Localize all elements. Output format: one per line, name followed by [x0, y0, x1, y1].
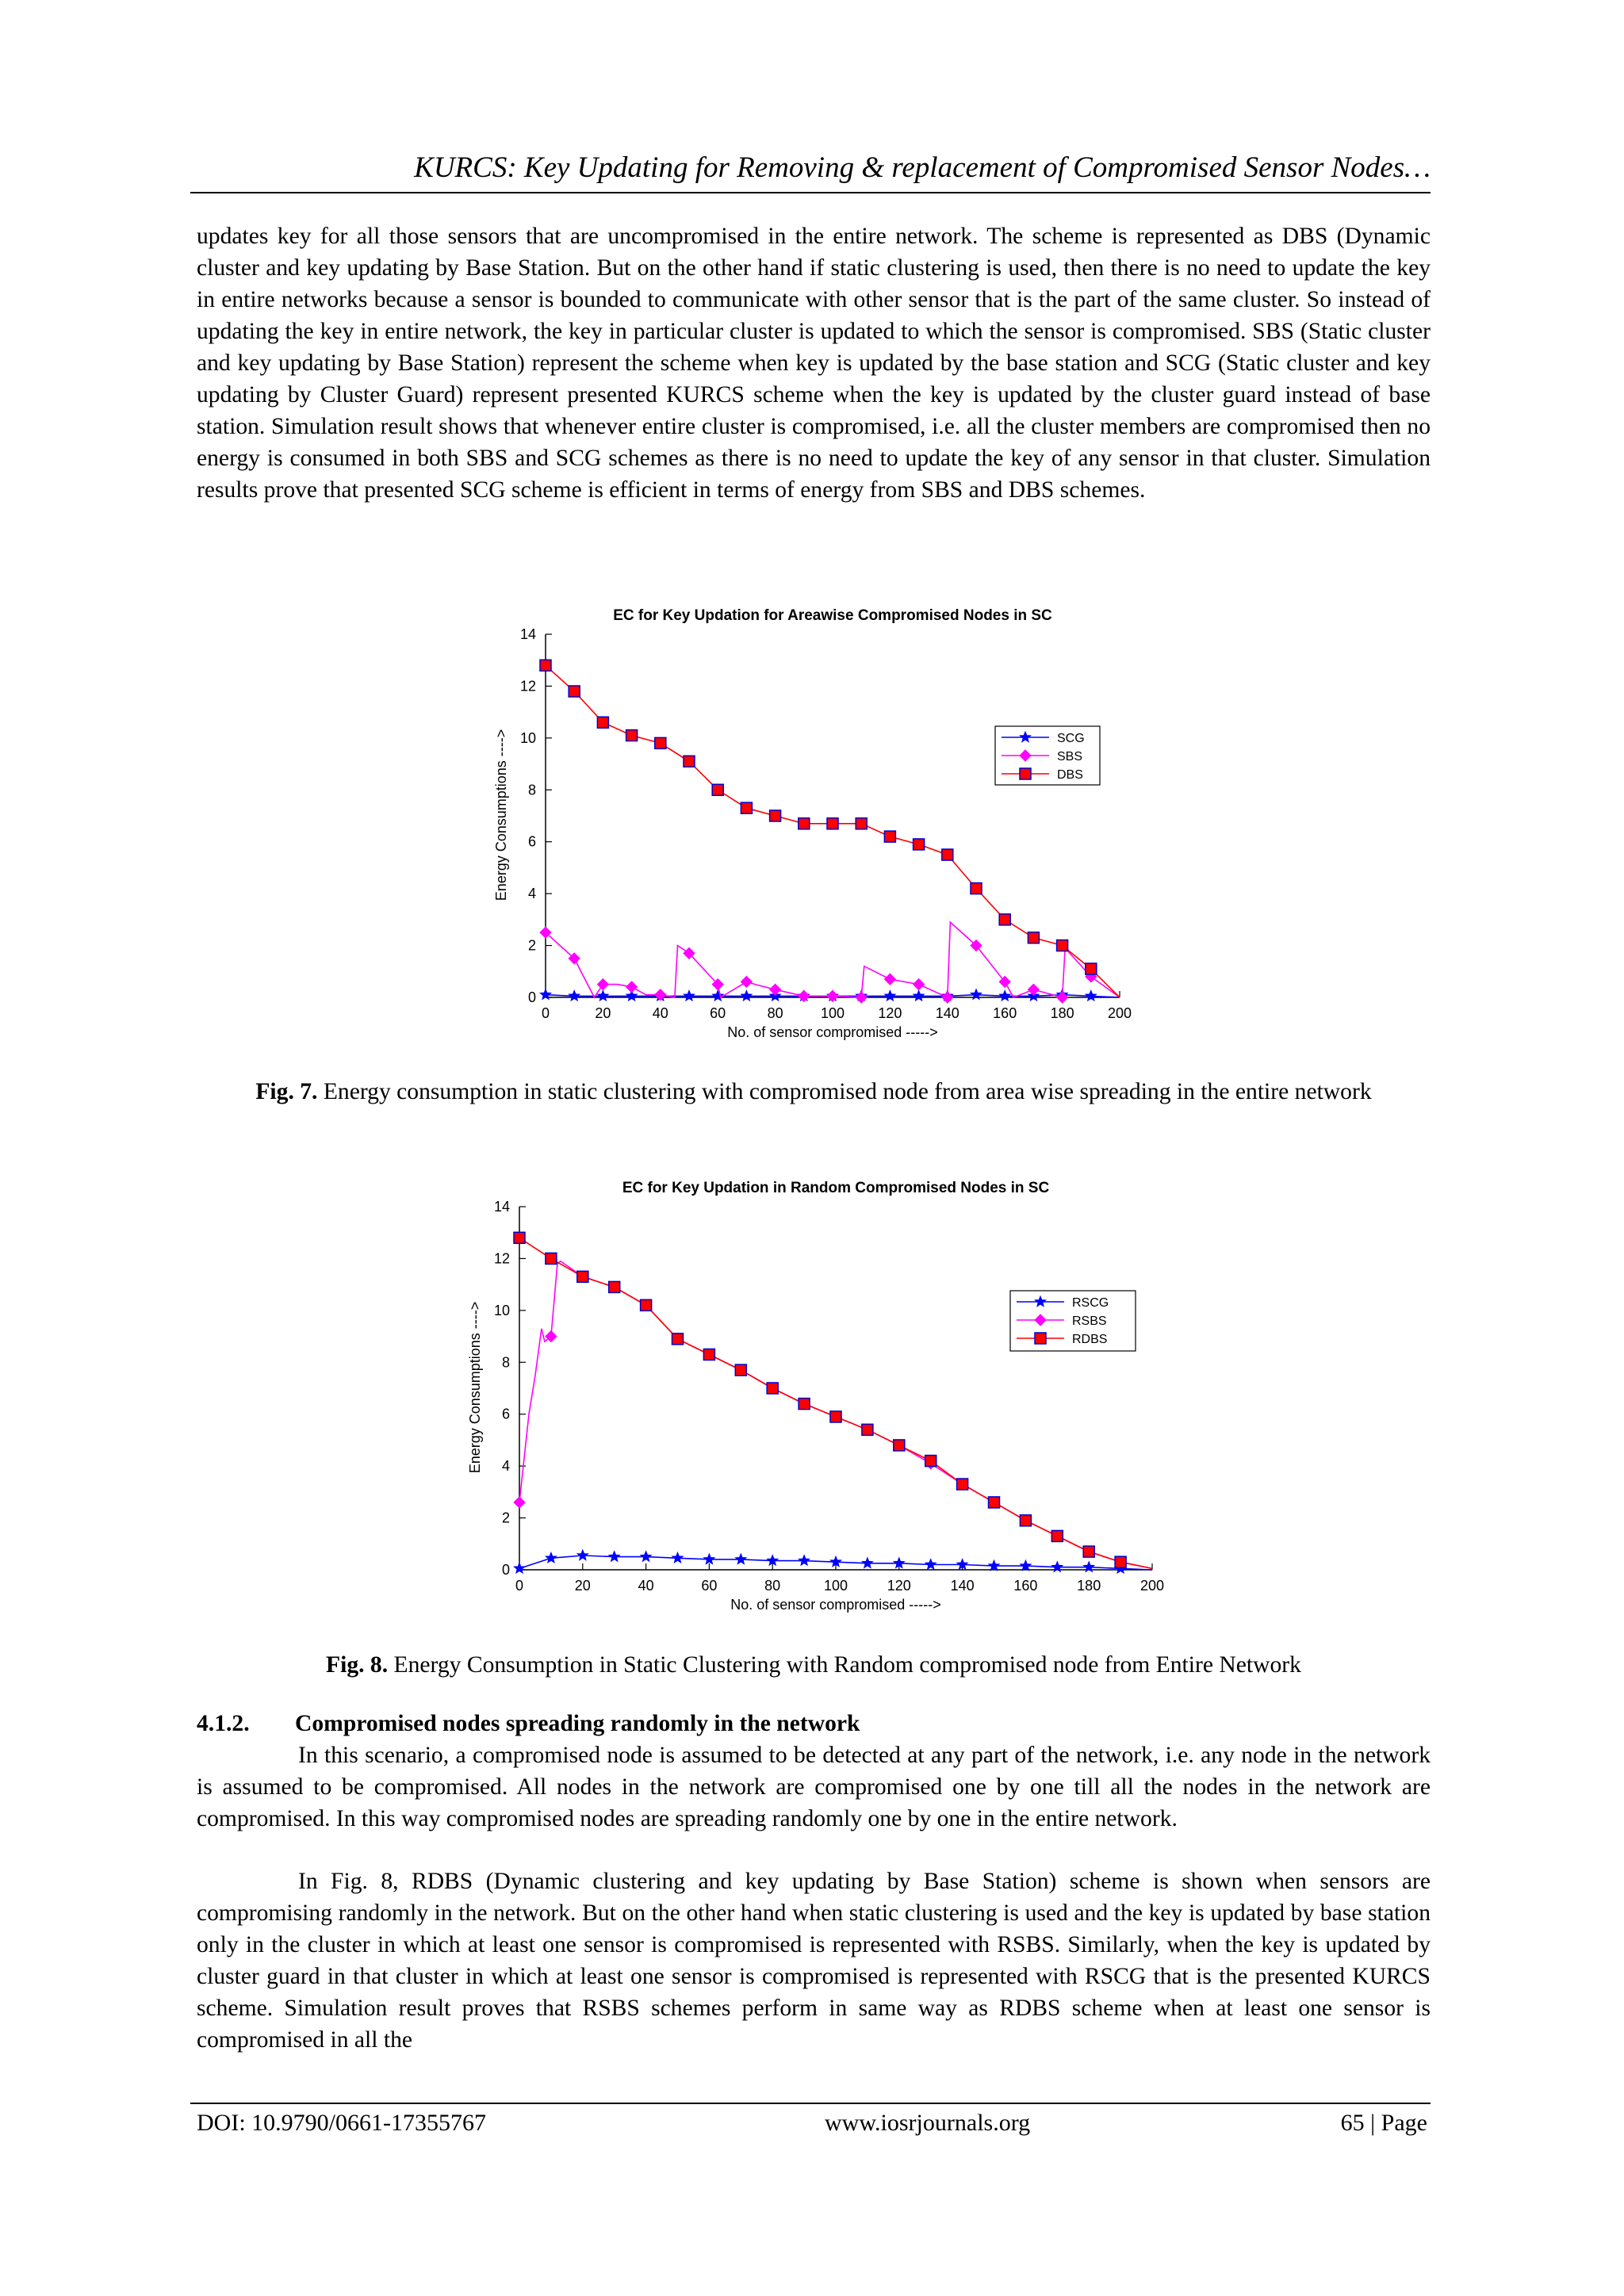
- y-tick-label: 2: [501, 1510, 510, 1526]
- data-point-rdbs: [735, 1364, 746, 1376]
- body-paragraph-2: In this scenario, a compromised node is assumed to be detected at any part of the network, i.e. any node in the network is assumed to be compromised. All nodes in the network are compromised one by one till all the nodes in the network are compromised. In this way compromised nodes are spreading randomly one by one in the entire network.: [197, 1743, 1431, 1831]
- data-point-rdbs: [641, 1299, 652, 1311]
- data-point-rdbs: [767, 1383, 778, 1394]
- data-point-dbs: [770, 810, 781, 821]
- body-paragraph-1: updates key for all those sensors that are uncompromised in the entire network. The scheme is represented as DBS (Dynamic cluster and key updating by Base Station. But on the other hand if static clustering is used, then there is no need to update the key in entire networks because a sensor is bounded to communicate with other sensor that is the part of the same cluster. So instead of updating the key in entire network, the key in particular cluster is updated to which the sensor is compromised. SBS (Static cluster and key updating by Base Station) represent the scheme when key is updated by the base station and SCG (Static cluster and key updating by Cluster Guard) represent presented KURCS scheme when the key is updated by the cluster guard instead of base station. Simulation result shows that whenever entire cluster is compromised, i.e. all the cluster members are compromised then no energy is consumed in both SBS and SCG schemes as there is no need to update the key of any sensor in that cluster. Simulation results prove that presented SCG scheme is efficient in terms of energy from SBS and DBS schemes.: [197, 224, 1431, 503]
- data-point-sbs: [827, 990, 838, 1001]
- data-point-sbs: [942, 992, 953, 1003]
- x-tick-label: 60: [701, 1578, 718, 1594]
- data-point-sbs: [626, 982, 638, 993]
- legend-label: RSBS: [1072, 1314, 1107, 1328]
- data-point-sbs: [799, 990, 810, 1001]
- series-dbs: [540, 660, 1120, 997]
- data-point-dbs: [1057, 940, 1068, 951]
- x-tick-label: 40: [638, 1578, 654, 1594]
- data-point-scg: [1000, 990, 1010, 1001]
- x-tick-label: 200: [1107, 1005, 1132, 1021]
- data-point-rdbs: [1051, 1530, 1063, 1541]
- header-rule: [190, 192, 1431, 193]
- x-tick-label: 140: [950, 1578, 975, 1594]
- legend: [995, 726, 1100, 785]
- figure-8-chart: [452, 1173, 1182, 1641]
- x-tick-label: 100: [820, 1005, 845, 1021]
- y-tick-label: 4: [501, 1458, 510, 1475]
- legend-label: RSCG: [1072, 1296, 1109, 1310]
- x-tick-label: 0: [515, 1578, 524, 1594]
- x-tick-label: 180: [1077, 1578, 1101, 1594]
- series-rdbs: [514, 1232, 1152, 1568]
- x-tick-label: 200: [1139, 1578, 1165, 1594]
- data-point-dbs: [827, 818, 838, 829]
- data-point-dbs: [1086, 963, 1097, 974]
- data-point-rscg: [862, 1558, 872, 1568]
- x-tick-label: 160: [993, 1005, 1017, 1021]
- data-point-rdbs: [830, 1411, 841, 1422]
- data-point-rscg: [672, 1552, 683, 1563]
- x-tick-label: 140: [935, 1005, 959, 1021]
- figure-7-caption: [197, 1076, 1431, 1108]
- data-point-dbs: [741, 802, 752, 813]
- y-tick-label: 14: [519, 626, 536, 642]
- section-number: 4.1.2.: [197, 1711, 250, 1736]
- x-axis-label: No. of sensor compromised ----->: [727, 1024, 938, 1040]
- data-point-rscg: [609, 1552, 619, 1562]
- figure-7-label: Fig. 7.: [255, 1079, 318, 1104]
- y-tick-label: 14: [493, 1199, 510, 1215]
- x-tick-label: 160: [1013, 1578, 1038, 1594]
- legend-label: DBS: [1057, 768, 1083, 782]
- legend-label: SCG: [1057, 732, 1085, 745]
- y-tick-label: 8: [501, 1354, 510, 1371]
- data-point-sbs: [741, 976, 752, 987]
- figure-8-label: Fig. 8.: [326, 1652, 389, 1678]
- data-point-dbs: [626, 730, 638, 741]
- y-tick-label: 10: [519, 729, 536, 746]
- y-tick-label: 6: [527, 833, 536, 850]
- data-point-dbs: [684, 756, 695, 767]
- data-point-rscg: [641, 1552, 651, 1562]
- y-tick-label: 2: [527, 937, 536, 954]
- y-tick-label: 0: [527, 989, 536, 1005]
- x-tick-label: 60: [710, 1005, 726, 1021]
- data-point-dbs: [712, 784, 723, 795]
- data-point-dbs: [999, 914, 1010, 925]
- data-point-dbs: [856, 818, 867, 829]
- data-point-rdbs: [957, 1479, 968, 1490]
- figure-7-caption-text: Energy consumption in static clustering with compromised node from area wise spreading in the entire network: [317, 1079, 1372, 1104]
- figure-7-chart: [476, 601, 1142, 1061]
- x-tick-label: 80: [764, 1578, 781, 1594]
- x-tick-label: 40: [652, 1005, 668, 1021]
- data-point-dbs: [540, 660, 551, 671]
- data-point-rscg: [925, 1559, 936, 1570]
- y-tick-label: 4: [527, 886, 536, 902]
- data-point-rdbs: [799, 1399, 810, 1410]
- data-point-scg: [741, 990, 752, 1001]
- legend-marker: [1020, 768, 1031, 779]
- data-point-dbs: [914, 839, 925, 850]
- x-tick-label: 20: [595, 1005, 611, 1021]
- footer-rule: [190, 2103, 1431, 2104]
- data-point-dbs: [1028, 932, 1039, 943]
- x-tick-label: 0: [541, 1005, 550, 1021]
- x-tick-label: 80: [767, 1005, 783, 1021]
- section-title: Compromised nodes spreading randomly in the network: [295, 1711, 860, 1736]
- x-tick-label: 120: [878, 1005, 902, 1021]
- body-paragraph-3: In Fig. 8, RDBS (Dynamic clustering and key updating by Base Station) scheme is shown when sensors are compromising randomly in the network. But on the other hand when static clustering is used and the key is updated by base station only in the cluster in which at least one sensor is compromised is represented with RSBS. Similarly, when the key is updated by cluster guard in that cluster in which at least one sensor is compromised is represented with RSCG that is the presented KURCS scheme. Simulation result proves that RSBS schemes perform in same way as RDBS scheme when at least one sensor is compromised in all the: [197, 1869, 1431, 2053]
- data-point-rscg: [704, 1554, 714, 1564]
- x-axis-label: No. of sensor compromised ----->: [730, 1597, 941, 1613]
- data-point-dbs: [597, 717, 608, 728]
- data-point-rdbs: [925, 1456, 936, 1467]
- y-tick-label: 8: [527, 782, 536, 798]
- data-point-rdbs: [672, 1334, 684, 1345]
- data-point-scg: [569, 990, 580, 1001]
- data-point-dbs: [655, 737, 666, 748]
- data-point-scg: [684, 990, 694, 1001]
- y-axis-label: Energy Consumptions ---->: [467, 1301, 483, 1474]
- data-point-rscg: [577, 1550, 588, 1560]
- data-point-sbs: [856, 992, 867, 1003]
- data-point-rdbs: [577, 1271, 588, 1282]
- y-axis-label: Energy Consumptions ---->: [493, 729, 509, 901]
- data-point-dbs: [942, 849, 953, 860]
- data-point-scg: [914, 990, 924, 1001]
- data-point-rdbs: [894, 1440, 905, 1451]
- data-point-rdbs: [989, 1497, 1000, 1508]
- y-tick-label: 12: [519, 678, 536, 695]
- y-tick-label: 0: [501, 1562, 510, 1578]
- x-tick-label: 180: [1050, 1005, 1074, 1021]
- data-point-sbs: [770, 984, 781, 995]
- legend-label: RDBS: [1072, 1333, 1108, 1346]
- y-tick-label: 12: [493, 1250, 510, 1267]
- figure-8-caption-text: Energy Consumption in Static Clustering with Random compromised node from Entire Network: [388, 1652, 1301, 1678]
- data-point-rscg: [989, 1560, 999, 1571]
- data-point-sbs: [597, 979, 608, 990]
- series-line-dbs: [546, 665, 1120, 997]
- data-point-rdbs: [1083, 1546, 1094, 1557]
- section-heading: [197, 1708, 860, 1739]
- data-point-rdbs: [514, 1232, 525, 1243]
- data-point-dbs: [971, 883, 982, 894]
- data-point-scg: [885, 990, 895, 1001]
- data-point-rdbs: [609, 1281, 620, 1292]
- data-point-rscg: [799, 1556, 809, 1566]
- data-point-sbs: [884, 974, 895, 985]
- running-title: KURCS: Key Updating for Removing & replacement of Compromised Sensor Nodes…: [414, 151, 1431, 184]
- footer-website: www.iosrjournals.org: [825, 2110, 1031, 2136]
- figure-8-caption: [197, 1649, 1431, 1681]
- y-tick-label: 10: [493, 1302, 510, 1318]
- chart-title: EC for Key Updation for Areawise Compromised Nodes in SC: [613, 607, 1052, 624]
- data-point-dbs: [799, 818, 810, 829]
- legend-marker: [1035, 1333, 1046, 1344]
- data-point-dbs: [569, 686, 580, 697]
- data-point-rscg: [546, 1552, 556, 1563]
- data-point-scg: [713, 990, 723, 1001]
- data-point-rdbs: [1020, 1515, 1031, 1526]
- data-point-rdbs: [546, 1253, 557, 1264]
- data-point-rsbs: [514, 1497, 525, 1508]
- data-point-sbs: [655, 989, 666, 1001]
- data-point-rscg: [736, 1554, 746, 1564]
- data-point-sbs: [1028, 984, 1039, 995]
- y-tick-label: 6: [501, 1406, 510, 1422]
- legend: [1010, 1291, 1136, 1351]
- footer-page-number: 65 | Page: [1340, 2110, 1427, 2136]
- data-point-rdbs: [862, 1424, 873, 1435]
- data-point-sbs: [914, 979, 925, 990]
- legend-label: SBS: [1057, 750, 1083, 763]
- data-point-rdbs: [1115, 1556, 1126, 1567]
- data-point-dbs: [884, 831, 895, 842]
- data-point-scg: [598, 990, 608, 1001]
- footer-doi: DOI: 10.9790/0661-17355767: [197, 2110, 486, 2136]
- data-point-rdbs: [703, 1349, 714, 1360]
- x-tick-label: 120: [887, 1578, 911, 1594]
- data-point-rscg: [514, 1563, 524, 1573]
- chart-title: EC for Key Updation in Random Compromised Nodes in SC: [622, 1180, 1050, 1196]
- data-point-scg: [1086, 990, 1096, 1001]
- x-tick-label: 20: [574, 1578, 591, 1594]
- x-tick-label: 100: [823, 1578, 848, 1594]
